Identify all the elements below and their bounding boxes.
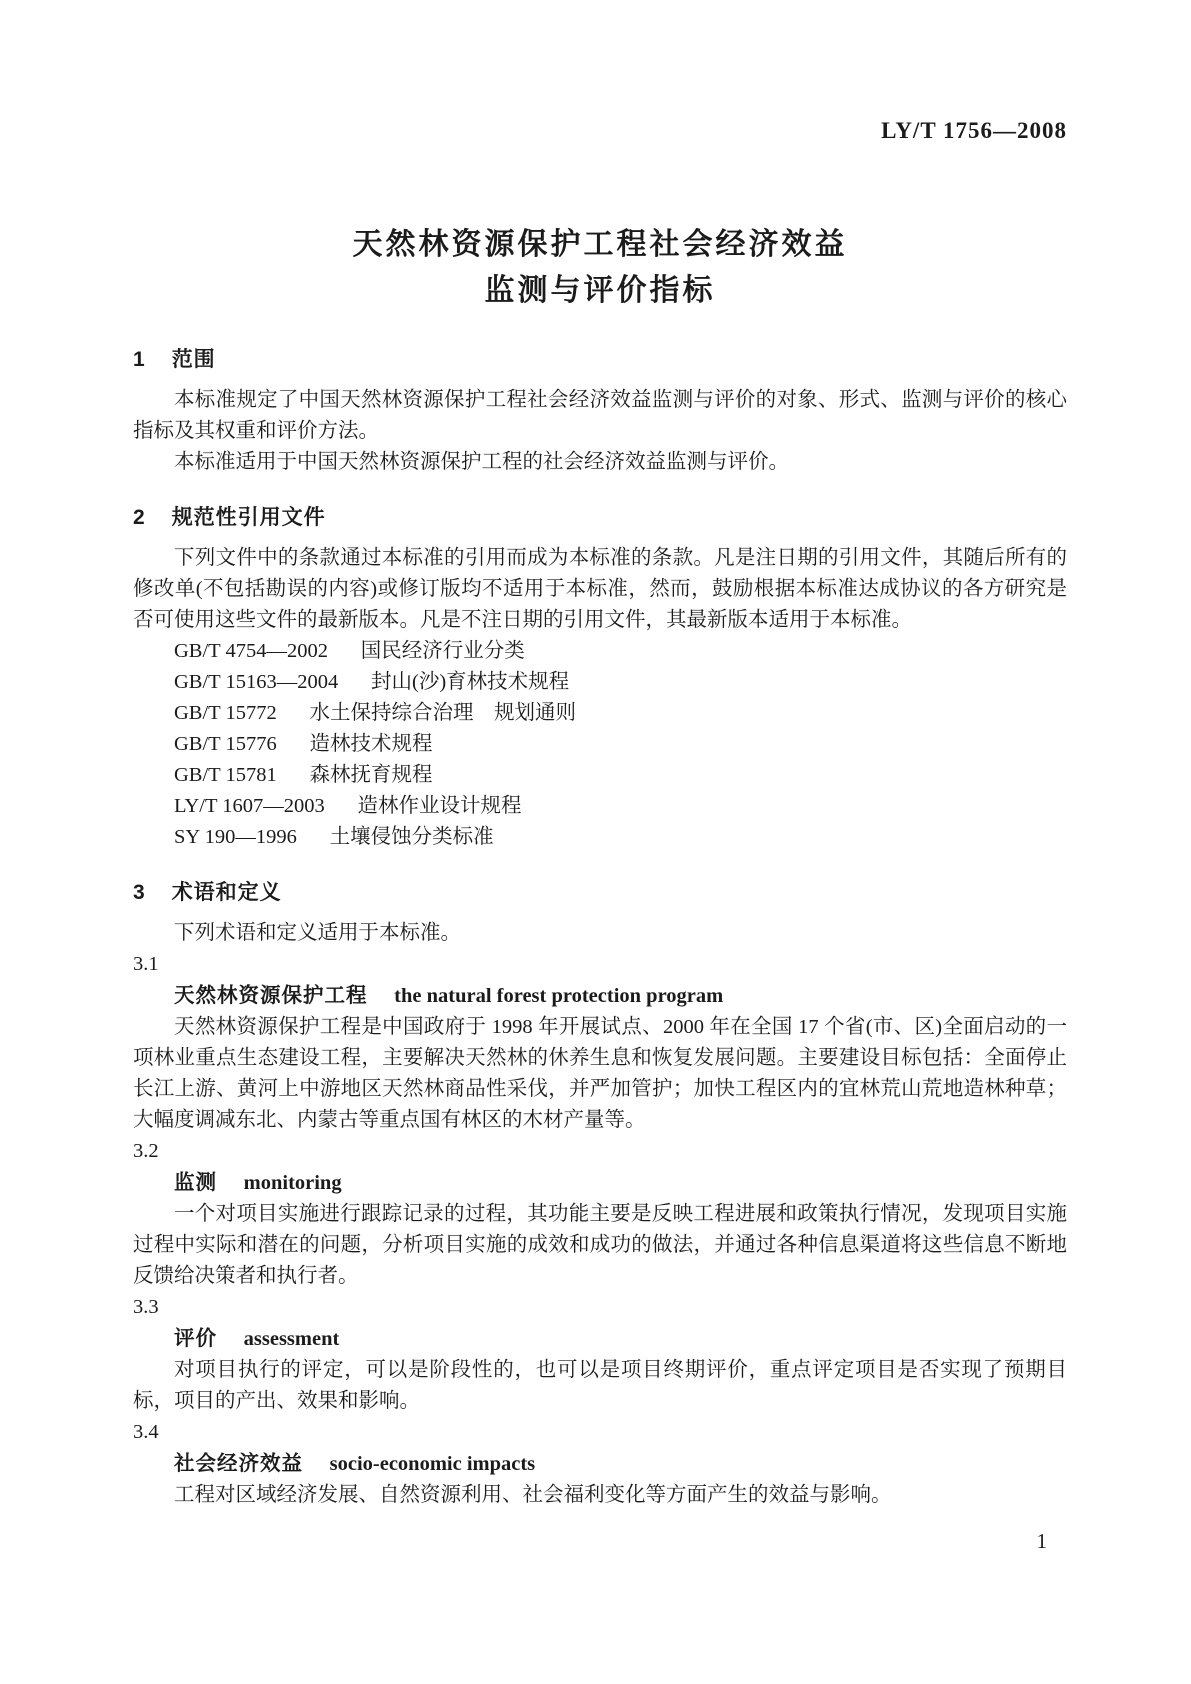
section-3-heading-text: 术语和定义: [171, 881, 282, 904]
reference-item: [133, 822, 1067, 853]
section-1-paragraph-1: 本标准规定了中国天然林资源保护工程社会经济效益监测与评价的对象、形式、监测与评价的核心指标及其权重和评价方法。: [133, 389, 1067, 442]
reference-code: GB/T 15776: [174, 733, 277, 755]
reference-item: [133, 729, 1067, 760]
document-title-line2: 监测与评价指标: [484, 274, 716, 307]
section-1-heading-text: 范围: [171, 348, 216, 371]
reference-code: LY/T 1607—2003: [174, 795, 325, 817]
term-name-en: monitoring: [243, 1172, 342, 1194]
term-title: [133, 1323, 1067, 1355]
term-name-zh: 天然林资源保护工程: [174, 984, 368, 1007]
reference-title: 森林抚育规程: [309, 764, 433, 786]
reference-title: 国民经济行业分类: [360, 640, 525, 662]
term-name-zh: 监测: [174, 1171, 217, 1194]
reference-item: [133, 698, 1067, 729]
document-title: [133, 222, 1067, 314]
term-definition: 天然林资源保护工程是中国政府于 1998 年开展试点、2000 年在全国 17 个省(市、区)全面启动的一项林业重点生态建设工程，主要解决天然林的休养生息和恢复发展问题。主要建设目标包括：全面停止长江上游、黄河上中游地区天然林商品性采伐，并严加管护；加快工程区内的宜林荒山荒地造林种草；大幅度调减东北、内蒙古等重点国有林区的木材产量等。: [133, 1016, 1067, 1131]
reference-code: GB/T 4754—2002: [174, 640, 328, 662]
section-2-number: 2: [133, 506, 146, 529]
reference-item: [133, 667, 1067, 698]
section-1-heading: [133, 344, 1067, 375]
term-name-zh: 社会经济效益: [174, 1452, 303, 1475]
reference-title: 土壤侵蚀分类标准: [329, 826, 494, 848]
term-definition: 对项目执行的评定，可以是阶段性的，也可以是项目终期评价，重点评定项目是否实现了预期目标，项目的产出、效果和影响。: [133, 1359, 1067, 1412]
section-1-number: 1: [133, 348, 146, 371]
reference-title: 造林技术规程: [309, 733, 433, 755]
term-title: [133, 1448, 1067, 1480]
section-3-number: 3: [133, 881, 146, 904]
page-number: 1: [1036, 1529, 1047, 1553]
section-1-paragraph-2: 本标准适用于中国天然林资源保护工程的社会经济效益监测与评价。: [174, 451, 789, 473]
reference-title: 造林作业设计规程: [357, 795, 522, 817]
section-2-paragraph: 下列文件中的条款通过本标准的引用而成为本标准的条款。凡是注日期的引用文件，其随后所有的修改单(不包括勘误的内容)或修订版均不适用于本标准，然而，鼓励根据本标准达成协议的各方研究是否可使用这些文件的最新版本。凡是不注日期的引用文件，其最新版本适用于本标准。: [133, 547, 1067, 631]
reference-item: [133, 760, 1067, 791]
section-3-intro: 下列术语和定义适用于本标准。: [174, 922, 461, 944]
term-number: 3.1: [133, 953, 159, 975]
term-definition: 工程对区域经济发展、自然资源利用、社会福利变化等方面产生的效益与影响。: [174, 1484, 892, 1506]
term-name-zh: 评价: [174, 1327, 217, 1350]
term-number: 3.3: [133, 1296, 159, 1318]
term-name-en: assessment: [243, 1328, 340, 1350]
reference-item: [133, 636, 1067, 667]
reference-item: [133, 791, 1067, 822]
section-2-heading-text: 规范性引用文件: [171, 506, 326, 529]
document-title-line1: 天然林资源保护工程社会经济效益: [352, 228, 848, 261]
reference-title: 封山(沙)育林技术规程: [371, 671, 570, 693]
reference-code: GB/T 15163—2004: [174, 671, 339, 693]
term-definition: 一个对项目实施进行跟踪记录的过程，其功能主要是反映工程进展和政策执行情况，发现项目实施过程中实际和潜在的问题，分析项目实施的成效和成功的做法，并通过各种信息渠道将这些信息不断地反馈给决策者和执行者。: [133, 1203, 1067, 1287]
term-title: [133, 1167, 1067, 1199]
reference-title: 水土保持综合治理 规划通则: [309, 702, 576, 724]
section-2-heading: [133, 502, 1067, 533]
term-number: 3.2: [133, 1140, 159, 1162]
standard-code: LY/T 1756—2008: [881, 118, 1067, 143]
term-title: [133, 980, 1067, 1012]
section-3-heading: [133, 877, 1067, 908]
reference-code: SY 190—1996: [174, 826, 297, 848]
reference-code: GB/T 15781: [174, 764, 277, 786]
term-name-en: socio-economic impacts: [329, 1453, 536, 1475]
term-name-en: the natural forest protection program: [394, 985, 724, 1007]
reference-code: GB/T 15772: [174, 702, 277, 724]
term-number: 3.4: [133, 1421, 159, 1443]
